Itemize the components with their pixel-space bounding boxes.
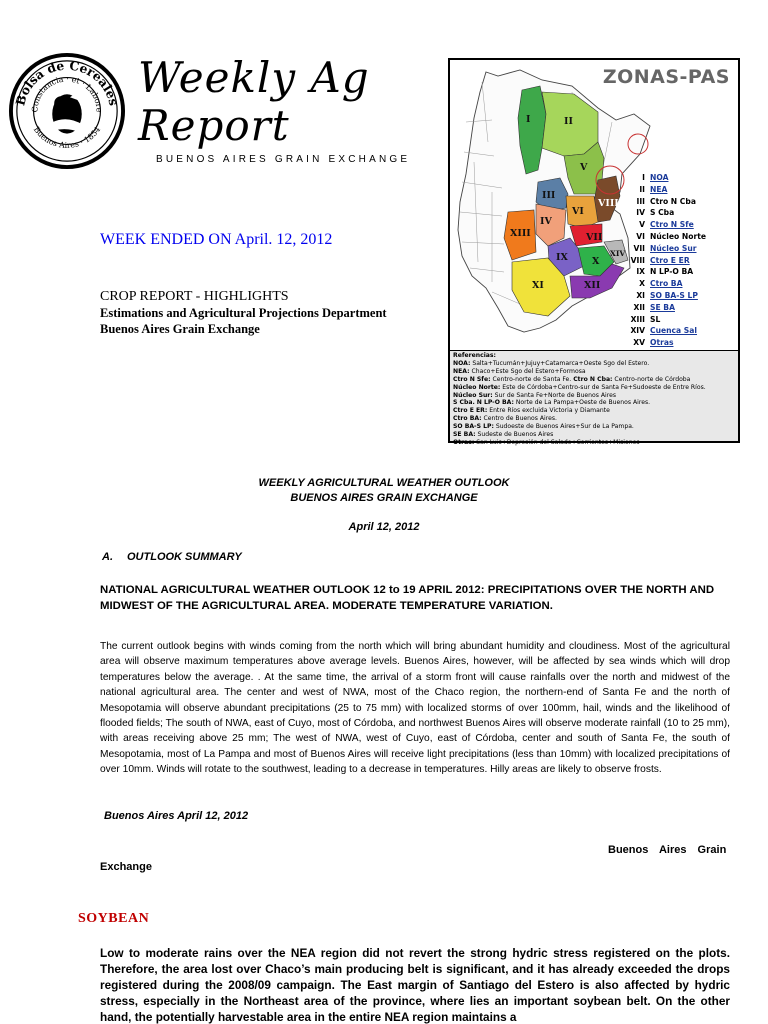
seal-motto: Constancia · et · Labore [30, 74, 104, 113]
week-ended-heading: WEEK ENDED ON April. 12, 2012 [100, 231, 333, 248]
zone-label: VII [586, 232, 603, 243]
section-letter: A. [102, 551, 113, 563]
legend-row [626, 231, 738, 243]
seal-place-year: Buenos Aires · 1854 [31, 125, 103, 150]
legend-number: IX [636, 267, 645, 277]
legend-number: XI [636, 290, 645, 300]
legend-number: XIV [630, 326, 645, 336]
crop-report-organization: Buenos Aires Grain Exchange [100, 322, 260, 336]
legend-zone-link[interactable]: SE BA [650, 302, 675, 312]
legend-zone-name: S Cba [650, 208, 675, 218]
masthead [138, 54, 438, 165]
weather-outlook-date: April 12, 2012 [348, 521, 420, 533]
legend-row [626, 278, 738, 290]
legend-number: XII [633, 302, 645, 312]
reference-line: SO BA-S LP: Sudoeste de Buenos Aires+Sur de La Pampa. [453, 423, 634, 431]
references-title: Referencias: [453, 352, 496, 359]
bolsa-de-cereales-seal-logo [8, 52, 126, 170]
zone-label: VI [572, 206, 584, 217]
section-title: OUTLOOK SUMMARY [127, 551, 242, 563]
reference-line: SE BA: Sudeste de Buenos Aires [453, 431, 554, 439]
reference-line: NEA: Chaco+Este Sgo del Estero+Formosa [453, 367, 586, 375]
legend-number: II [639, 184, 645, 194]
zones-map-graphic [452, 62, 652, 352]
signature-place-date: Buenos Aires April 12, 2012 [104, 810, 249, 822]
legend-zone-link[interactable]: Núcleo Sur [650, 243, 697, 253]
reference-line: Ctro E ER: Entre Ríos excluida Victoria y Diamante [453, 407, 610, 415]
reference-line: Otras: San Luis+Depresión del Salado+Corrientes+Misiones [453, 438, 640, 446]
legend-zone-link[interactable]: Otras [650, 338, 674, 348]
reference-line: Núcleo Norte: Este de Córdoba+Centro-sur de Santa Fe+Sudoeste de Entre Ríos. [453, 383, 706, 391]
zonas-pas-map [448, 58, 740, 446]
crop-report-block [100, 288, 387, 337]
zone-label: XI [532, 280, 544, 291]
legend-row [626, 207, 738, 219]
zone-label: XIV [610, 249, 626, 258]
legend-zone-link[interactable]: Ctro E ER [650, 255, 690, 265]
legend-row [626, 196, 738, 208]
legend-row [626, 325, 738, 337]
zone-label: IX [556, 252, 568, 263]
legend-zone-name: N LP-O BA [650, 267, 694, 277]
zone-label: XII [584, 280, 601, 291]
legend-zone-link[interactable]: Ctro N Sfe [650, 220, 694, 230]
legend-zone-link[interactable]: NOA [650, 173, 669, 182]
legend-row [626, 302, 738, 314]
legend-zone-link[interactable]: Ctro BA [650, 279, 683, 289]
report-subtitle: BUENOS AIRES GRAIN EXCHANGE [156, 154, 411, 165]
legend-row [626, 172, 738, 184]
signature-org-line2: Exchange [100, 861, 152, 873]
zone-label: IV [540, 216, 552, 227]
reference-line: NOA: Salta+Tucumán+Jujuy+Catamarca+Oeste Sgo del Estero. [453, 359, 650, 367]
zone-label: II [564, 116, 573, 127]
zone-legend [626, 172, 738, 349]
reference-line: Ctro N Sfe: Centro-norte de Santa Fe. Ctro N Cba: Centro-norte de Córdoba [453, 375, 691, 383]
legend-row [626, 184, 738, 196]
map-title: ZONAS-PAS [602, 66, 730, 88]
reference-line: Núcleo Sur: Sur de Santa Fe+Norte de Buenos Aires [453, 391, 617, 399]
legend-number: XV [633, 338, 645, 348]
weather-outlook-title: WEEKLY AGRICULTURAL WEATHER OUTLOOK [258, 477, 510, 489]
legend-row [626, 314, 738, 326]
soybean-section-title: SOYBEAN [78, 911, 150, 926]
map-references [450, 350, 738, 446]
legend-row [626, 337, 738, 349]
legend-row [626, 255, 738, 267]
legend-row [626, 219, 738, 231]
report-title: Weekly Ag Report [138, 53, 370, 150]
legend-zone-link[interactable]: NEA [650, 184, 668, 194]
legend-zone-name: SL [650, 314, 661, 324]
crop-report-title: CROP REPORT - HIGHLIGHTS [100, 289, 289, 304]
zone-label: III [542, 190, 556, 201]
legend-row [626, 243, 738, 255]
national-outlook-headline: NATIONAL AGRICULTURAL WEATHER OUTLOOK 12 to 19 APRIL 2012: PRECIPITATIONS OVER THE NORTH AND MIDWEST OF THE AGRICULTURAL AREA. MODERATE TEMPERATURE VARIATION. [100, 584, 715, 612]
reference-line: S Cba. N LP-O BA: Norte de La Pampa+Oeste de Buenos Aires. [453, 399, 651, 407]
legend-number: IV [636, 208, 645, 218]
legend-number: VIII [630, 255, 645, 265]
legend-row [626, 266, 738, 278]
legend-number: VII [633, 243, 645, 253]
zone-label: V [580, 162, 588, 173]
legend-number: VI [636, 231, 645, 241]
zone-label: XIII [510, 228, 531, 239]
zone-label: VIII [598, 198, 619, 209]
crop-report-department: Estimations and Agricultural Projections Department [100, 306, 387, 320]
legend-zone-name: Ctro N Cba [650, 196, 696, 206]
legend-zone-link[interactable]: SO BA-S LP [650, 290, 698, 300]
legend-number: X [639, 279, 645, 289]
legend-number: I [642, 173, 645, 182]
legend-row [626, 290, 738, 302]
reference-line: Ctro BA: Centro de Buenos Aires. [453, 415, 557, 423]
legend-number: III [636, 196, 645, 206]
soybean-section-body: Low to moderate rains over the NEA region did not revert the strong hydric stress registered on the plots. Therefore, the area lost over Chaco’s main producing belt is significant, and it has already exceeded the drops registered during the 2008/09 campaign. The East margin of Santiago del Estero is also affected by hydric stress, especially in the Northeast area of the province, where lies an important soybean belt. On the other hand, the potentially harvestable area in the entire NEA region maintains a [100, 946, 730, 1024]
zone-label: X [592, 256, 600, 267]
outlook-paragraph: The current outlook begins with winds coming from the north which will bring abundant humidity and cloudiness. Most of the agricultural area will observe maximum temperatures above average levels. Buenos Aires, however, will be affected by sea winds which will drop temperatures below the average. . At the same time, the arrival of a storm front will cause rainfalls over the north and midwest of the national agricultural area. The center and west of NWA, most of the Chaco region, the northern-end of Santa Fe and the north of Mesopotamia will observe abundant precipitations (25 to 75 mm) with localized storms of over 100mm, hail, winds and the likelihood of flooded fields; The south of NWA, east of Cuyo, most of Córdoba, and northwest Buenos Aires will observe moderate rainfall (10 to 25 mm), with areas receiving above 25 mm; The west of NWA, west of Cuyo, east of Córdoba, center and south of Santa Fe, the south of Mesopotamia, most of La Pampa and most of Buenos Aires will receive light precipitations (less than 10mm) with localized precipitations of over 10mm. Winds will rotate to the southwest, leading to a decrease in temperatures. Hilly areas are likely to observe frosts. [100, 641, 730, 776]
seal-name: Bolsa de Cereales [12, 57, 122, 108]
legend-number: V [639, 220, 645, 230]
legend-zone-link[interactable]: Cuenca Sal [650, 326, 698, 336]
weather-outlook-org: BUENOS AIRES GRAIN EXCHANGE [290, 492, 478, 504]
signature-org-line1: Buenos Aires Grain [608, 844, 727, 856]
zone-label: I [526, 114, 531, 125]
legend-number: XIII [630, 314, 645, 324]
outlook-summary-heading [102, 551, 242, 563]
legend-zone-name: Núcleo Norte [650, 231, 706, 241]
